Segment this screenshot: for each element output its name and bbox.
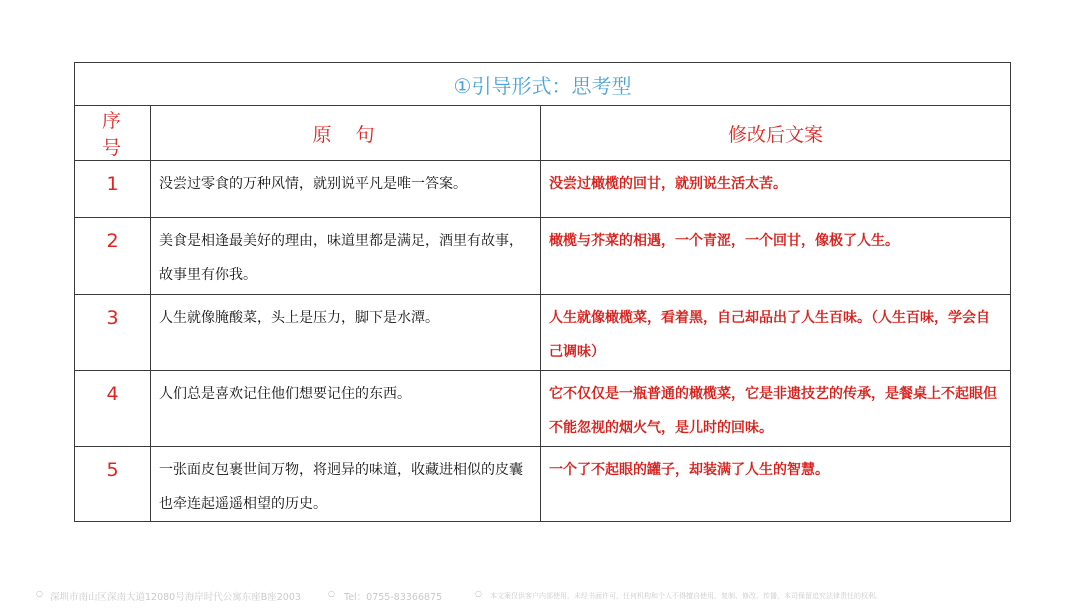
table-row	[75, 295, 1011, 371]
footer-tel: Tel：0755-83366875	[344, 592, 443, 603]
row-revised: 它不仅仅是一瓶普通的橄榄菜，它是非遗技艺的传承，是餐桌上不起眼但不能忽视的烟火气，是儿时的回味。	[541, 371, 1011, 447]
row-original: 没尝过零食的万种风情，就别说平凡是唯一答案。	[151, 161, 541, 218]
row-index: 3	[75, 295, 151, 371]
header-index: 序号	[75, 106, 151, 161]
footer-address: 深圳市南山区深南大道12080号海岸时代公寓东座B座2003	[50, 592, 301, 603]
header-row	[75, 106, 1011, 161]
bullet-icon: ○	[36, 589, 43, 598]
header-original: 原句	[151, 106, 541, 161]
table-row	[75, 161, 1011, 218]
row-original: 美食是相逢最美好的理由，味道里都是满足，酒里有故事，故事里有你我。	[151, 218, 541, 295]
bullet-icon: ○	[475, 589, 482, 598]
row-revised: 橄榄与芥菜的相遇，一个青涩，一个回甘，像极了人生。	[541, 218, 1011, 295]
row-revised: 人生就像橄榄菜，看着黑，自己却品出了人生百味。（人生百味，学会自己调味）	[541, 295, 1011, 371]
bullet-icon: ○	[328, 589, 335, 598]
table-title: ①引导形式：思考型	[75, 63, 1011, 106]
footer	[0, 586, 1080, 606]
row-original: 人生就像腌酸菜，头上是压力，脚下是水潭。	[151, 295, 541, 371]
table-row	[75, 447, 1011, 522]
table-row	[75, 218, 1011, 295]
row-index: 2	[75, 218, 151, 295]
row-index: 1	[75, 161, 151, 218]
row-original: 一张面皮包裹世间万物，将迥异的味道，收藏进相似的皮囊也牵连起遥遥相望的历史。	[151, 447, 541, 522]
row-revised: 没尝过橄榄的回甘，就别说生活太苦。	[541, 161, 1011, 218]
header-revised: 修改后文案	[541, 106, 1011, 161]
copywriting-table	[74, 62, 1011, 522]
row-index: 4	[75, 371, 151, 447]
row-index: 5	[75, 447, 151, 522]
table-row	[75, 371, 1011, 447]
row-original: 人们总是喜欢记住他们想要记住的东西。	[151, 371, 541, 447]
row-revised: 一个了不起眼的罐子，却装满了人生的智慧。	[541, 447, 1011, 522]
footer-notice: 本文案仅供客户内部使用，未经书面许可，任何机构和个人不得擅自使用、复制、修改、传播，本司保留追究法律责任的权利。	[490, 592, 882, 600]
